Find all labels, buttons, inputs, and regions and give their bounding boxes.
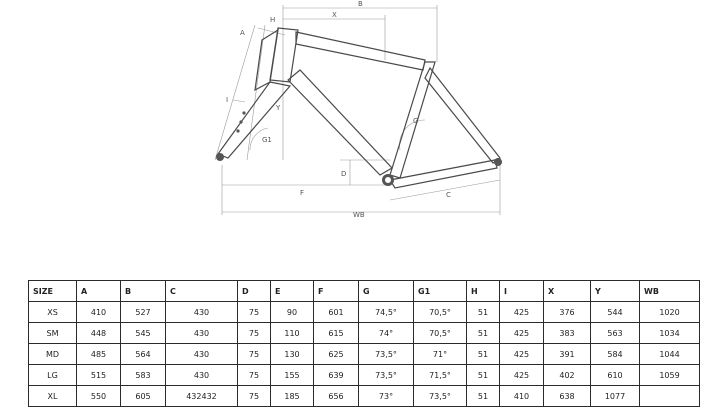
header-i: I bbox=[500, 281, 544, 302]
label-y: Y bbox=[276, 104, 281, 112]
header-h: H bbox=[467, 281, 500, 302]
table-cell: 74° bbox=[359, 323, 414, 344]
table-cell: 51 bbox=[467, 365, 500, 386]
header-y: Y bbox=[591, 281, 640, 302]
table-cell: 639 bbox=[314, 365, 359, 386]
table-cell: 425 bbox=[500, 302, 544, 323]
table-cell: 605 bbox=[121, 386, 166, 407]
header-x: X bbox=[544, 281, 591, 302]
table-cell: 544 bbox=[591, 302, 640, 323]
table-row bbox=[29, 344, 700, 365]
header-d: D bbox=[238, 281, 271, 302]
label-h: H bbox=[270, 16, 276, 24]
table-cell: 425 bbox=[500, 323, 544, 344]
table-cell: 73,5° bbox=[414, 386, 467, 407]
table-cell: 625 bbox=[314, 344, 359, 365]
table-cell: 383 bbox=[544, 323, 591, 344]
table-cell: 430 bbox=[166, 323, 238, 344]
header-g1: G1 bbox=[414, 281, 467, 302]
table-row bbox=[29, 365, 700, 386]
table-cell: 74,5° bbox=[359, 302, 414, 323]
table-cell: 564 bbox=[121, 344, 166, 365]
label-x: X bbox=[332, 11, 337, 19]
label-g: G bbox=[413, 117, 419, 125]
table-cell: 73,5° bbox=[359, 365, 414, 386]
table-cell: 610 bbox=[591, 365, 640, 386]
table-header-row bbox=[29, 281, 700, 302]
label-i: I bbox=[226, 96, 229, 104]
label-wb: WB bbox=[353, 211, 365, 219]
table-cell: 430 bbox=[166, 302, 238, 323]
table-cell: 410 bbox=[500, 386, 544, 407]
table-cell: 402 bbox=[544, 365, 591, 386]
table-cell: MD bbox=[29, 344, 77, 365]
table-cell: 425 bbox=[500, 365, 544, 386]
label-c: C bbox=[446, 191, 451, 199]
header-wb: WB bbox=[640, 281, 700, 302]
table-cell: 1077 bbox=[591, 386, 640, 407]
table-cell: 1020 bbox=[640, 302, 700, 323]
table-cell: 185 bbox=[271, 386, 314, 407]
table-cell: 130 bbox=[271, 344, 314, 365]
table-cell: 1044 bbox=[640, 344, 700, 365]
table-cell: 71,5° bbox=[414, 365, 467, 386]
table-cell: 656 bbox=[314, 386, 359, 407]
table-cell: 75 bbox=[238, 323, 271, 344]
table-cell: 70,5° bbox=[414, 302, 467, 323]
header-c: C bbox=[166, 281, 238, 302]
table-cell: 563 bbox=[591, 323, 640, 344]
table-cell: 527 bbox=[121, 302, 166, 323]
table-cell: 73° bbox=[359, 386, 414, 407]
table-cell: 75 bbox=[238, 344, 271, 365]
table-cell bbox=[640, 386, 700, 407]
table-cell: 75 bbox=[238, 386, 271, 407]
table-row bbox=[29, 302, 700, 323]
table-cell: 583 bbox=[121, 365, 166, 386]
table-cell: 1034 bbox=[640, 323, 700, 344]
dimension-labels bbox=[226, 0, 451, 219]
header-a: A bbox=[77, 281, 121, 302]
frame-outline bbox=[218, 28, 500, 188]
table-cell: 75 bbox=[238, 302, 271, 323]
table-cell: 584 bbox=[591, 344, 640, 365]
table-row bbox=[29, 386, 700, 407]
table-cell: 430 bbox=[166, 344, 238, 365]
geometry-table bbox=[28, 280, 700, 407]
table-cell: 71° bbox=[414, 344, 467, 365]
table-cell: 1059 bbox=[640, 365, 700, 386]
table-cell: 70,5° bbox=[414, 323, 467, 344]
table-cell: 485 bbox=[77, 344, 121, 365]
table-cell: 376 bbox=[544, 302, 591, 323]
label-g1: G1 bbox=[262, 136, 272, 144]
label-b: B bbox=[358, 0, 363, 8]
table-cell: 75 bbox=[238, 365, 271, 386]
header-b: B bbox=[121, 281, 166, 302]
header-size: SIZE bbox=[29, 281, 77, 302]
table-cell: 51 bbox=[467, 386, 500, 407]
table-cell: 550 bbox=[77, 386, 121, 407]
dimension-lines bbox=[215, 5, 500, 215]
table-cell: XL bbox=[29, 386, 77, 407]
header-e: E bbox=[271, 281, 314, 302]
table-cell: 432432 bbox=[166, 386, 238, 407]
table-cell: 51 bbox=[467, 344, 500, 365]
label-f: F bbox=[300, 189, 305, 197]
table-cell: 425 bbox=[500, 344, 544, 365]
table-cell: 515 bbox=[77, 365, 121, 386]
table-cell: SM bbox=[29, 323, 77, 344]
label-d: D bbox=[341, 170, 347, 178]
table-cell: 51 bbox=[467, 323, 500, 344]
table-cell: 155 bbox=[271, 365, 314, 386]
table-cell: XS bbox=[29, 302, 77, 323]
table-cell: 601 bbox=[314, 302, 359, 323]
table-cell: 430 bbox=[166, 365, 238, 386]
table-cell: 51 bbox=[467, 302, 500, 323]
table-cell: 615 bbox=[314, 323, 359, 344]
header-f: F bbox=[314, 281, 359, 302]
table-cell: 410 bbox=[77, 302, 121, 323]
table-row bbox=[29, 323, 700, 344]
table-cell: LG bbox=[29, 365, 77, 386]
header-g: G bbox=[359, 281, 414, 302]
table-cell: 638 bbox=[544, 386, 591, 407]
table-cell: 110 bbox=[271, 323, 314, 344]
label-a: A bbox=[240, 29, 245, 37]
table-cell: 73,5° bbox=[359, 344, 414, 365]
table-cell: 391 bbox=[544, 344, 591, 365]
table-cell: 545 bbox=[121, 323, 166, 344]
table-cell: 90 bbox=[271, 302, 314, 323]
table-cell: 448 bbox=[77, 323, 121, 344]
